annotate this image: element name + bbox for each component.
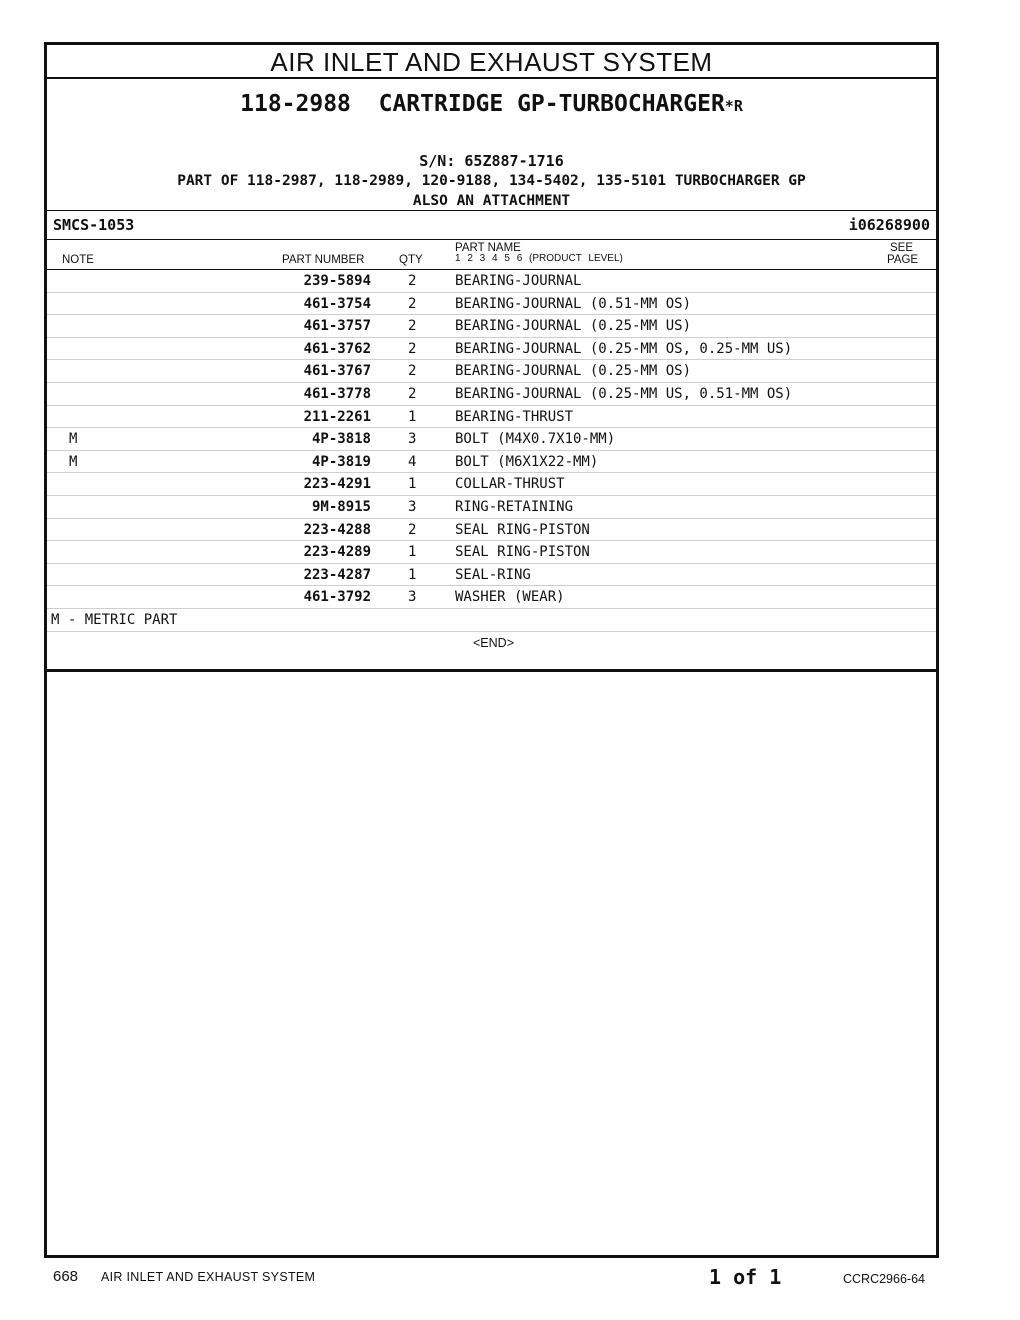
table-row [47, 270, 936, 293]
smcs-code: SMCS-1053 [53, 216, 135, 234]
footnote-row [47, 609, 936, 632]
row-part-number: 239-5894 [303, 273, 371, 289]
table-row [47, 564, 936, 587]
row-part-number: 461-3792 [303, 589, 371, 606]
row-qty: 2 [408, 273, 417, 289]
metric-footnote: M - METRIC PART [51, 611, 178, 628]
row-note: M [69, 453, 78, 470]
header-page: PAGE [887, 254, 919, 266]
footer-page-of: 1 of 1 [709, 1265, 782, 1289]
table-row [47, 383, 936, 406]
section-title: AIR INLET AND EXHAUST SYSTEM [47, 45, 936, 79]
row-part-number: 461-3767 [303, 363, 371, 380]
table-row [47, 315, 936, 338]
footer-page-number: 668 [53, 1268, 79, 1285]
row-qty: 4 [408, 453, 417, 470]
row-qty: 1 [408, 544, 417, 561]
row-part-name: BEARING-JOURNAL (0.25-MM OS) [455, 363, 692, 380]
parts-page-frame [44, 42, 939, 1258]
illustration-id: i06268900 [848, 216, 930, 234]
row-part-name: BEARING-JOURNAL (0.25-MM US) [455, 318, 692, 335]
row-part-name: BEARING-JOURNAL (0.25-MM US, 0.51-MM OS) [455, 385, 793, 402]
header-part-name: PART NAME [455, 242, 521, 254]
row-part-number: 461-3754 [303, 295, 371, 312]
header-note: NOTE [62, 254, 94, 266]
row-part-number: 9M-8915 [311, 498, 371, 515]
row-part-number: 223-4287 [303, 566, 371, 583]
row-part-name: BOLT (M6X1X22-MM) [455, 453, 599, 470]
row-part-name: BEARING-JOURNAL (0.25-MM OS, 0.25-MM US) [455, 340, 793, 357]
table-row [47, 406, 936, 429]
row-part-number: 461-3762 [303, 340, 371, 357]
row-qty: 1 [408, 408, 417, 425]
row-part-name: BOLT (M4X0.7X10-MM) [455, 431, 616, 448]
group-suffix: *R [724, 97, 743, 115]
row-part-number: 223-4289 [303, 544, 371, 561]
column-headers [47, 239, 936, 270]
table-row [47, 428, 936, 451]
group-title [47, 91, 936, 117]
footer-section: AIR INLET AND EXHAUST SYSTEM [101, 1270, 316, 1284]
row-part-name: BEARING-THRUST [455, 408, 574, 425]
table-row [47, 338, 936, 361]
row-qty: 3 [408, 431, 417, 448]
header-see: SEE [890, 242, 914, 254]
row-part-name: BEARING-JOURNAL [455, 273, 582, 289]
row-part-number: 4P-3819 [311, 453, 371, 470]
row-qty: 2 [408, 385, 417, 402]
row-part-number: 223-4291 [303, 476, 371, 493]
row-part-name: BEARING-JOURNAL (0.51-MM OS) [455, 295, 692, 312]
row-part-number: 461-3778 [303, 385, 371, 402]
row-note: M [69, 431, 78, 448]
row-part-name: SEAL RING-PISTON [455, 544, 590, 561]
row-part-name: SEAL-RING [455, 566, 531, 583]
row-part-number: 223-4288 [303, 521, 371, 538]
footer-code: CCRC2966-64 [843, 1272, 925, 1286]
part-of-line: PART OF 118-2987, 118-2989, 120-9188, 134-5402, 135-5101 TURBOCHARGER GP [177, 173, 806, 189]
row-part-number: 211-2261 [303, 408, 371, 425]
row-qty: 1 [408, 566, 417, 583]
table-row [47, 473, 936, 496]
row-part-number: 4P-3818 [311, 431, 371, 448]
header-qty: QTY [399, 254, 423, 266]
page-footer [0, 1262, 1020, 1292]
table-row [47, 496, 936, 519]
table-row [47, 541, 936, 564]
group-part-name: CARTRIDGE GP-TURBOCHARGER [378, 91, 725, 117]
row-part-name: RING-RETAINING [455, 498, 574, 515]
part-header [47, 79, 936, 211]
parts-list [47, 270, 936, 609]
end-marker: <END> [473, 635, 514, 650]
table-row [47, 293, 936, 316]
row-qty: 1 [408, 476, 417, 493]
smcs-bar [47, 211, 936, 239]
serial-number: S/N: 65Z887-1716 [419, 152, 564, 170]
row-qty: 2 [408, 363, 417, 380]
row-qty: 2 [408, 295, 417, 312]
row-part-name: WASHER (WEAR) [455, 589, 565, 606]
header-product-level: 1 2 3 4 5 6 (PRODUCT LEVEL) [455, 253, 623, 264]
header-part-number: PART NUMBER [282, 254, 365, 266]
table-row [47, 586, 936, 609]
row-qty: 2 [408, 521, 417, 538]
group-part-number: 118-2988 [240, 91, 351, 117]
row-qty: 2 [408, 340, 417, 357]
table-row [47, 360, 936, 383]
row-qty: 3 [408, 498, 417, 515]
row-qty: 2 [408, 318, 417, 335]
attachment-line: ALSO AN ATTACHMENT [412, 193, 571, 209]
row-qty: 3 [408, 589, 417, 606]
table-row [47, 451, 936, 474]
row-part-name: COLLAR-THRUST [455, 476, 565, 493]
row-part-number: 461-3757 [303, 318, 371, 335]
end-row [47, 632, 936, 672]
row-part-name: SEAL RING-PISTON [455, 521, 590, 538]
table-row [47, 519, 936, 542]
